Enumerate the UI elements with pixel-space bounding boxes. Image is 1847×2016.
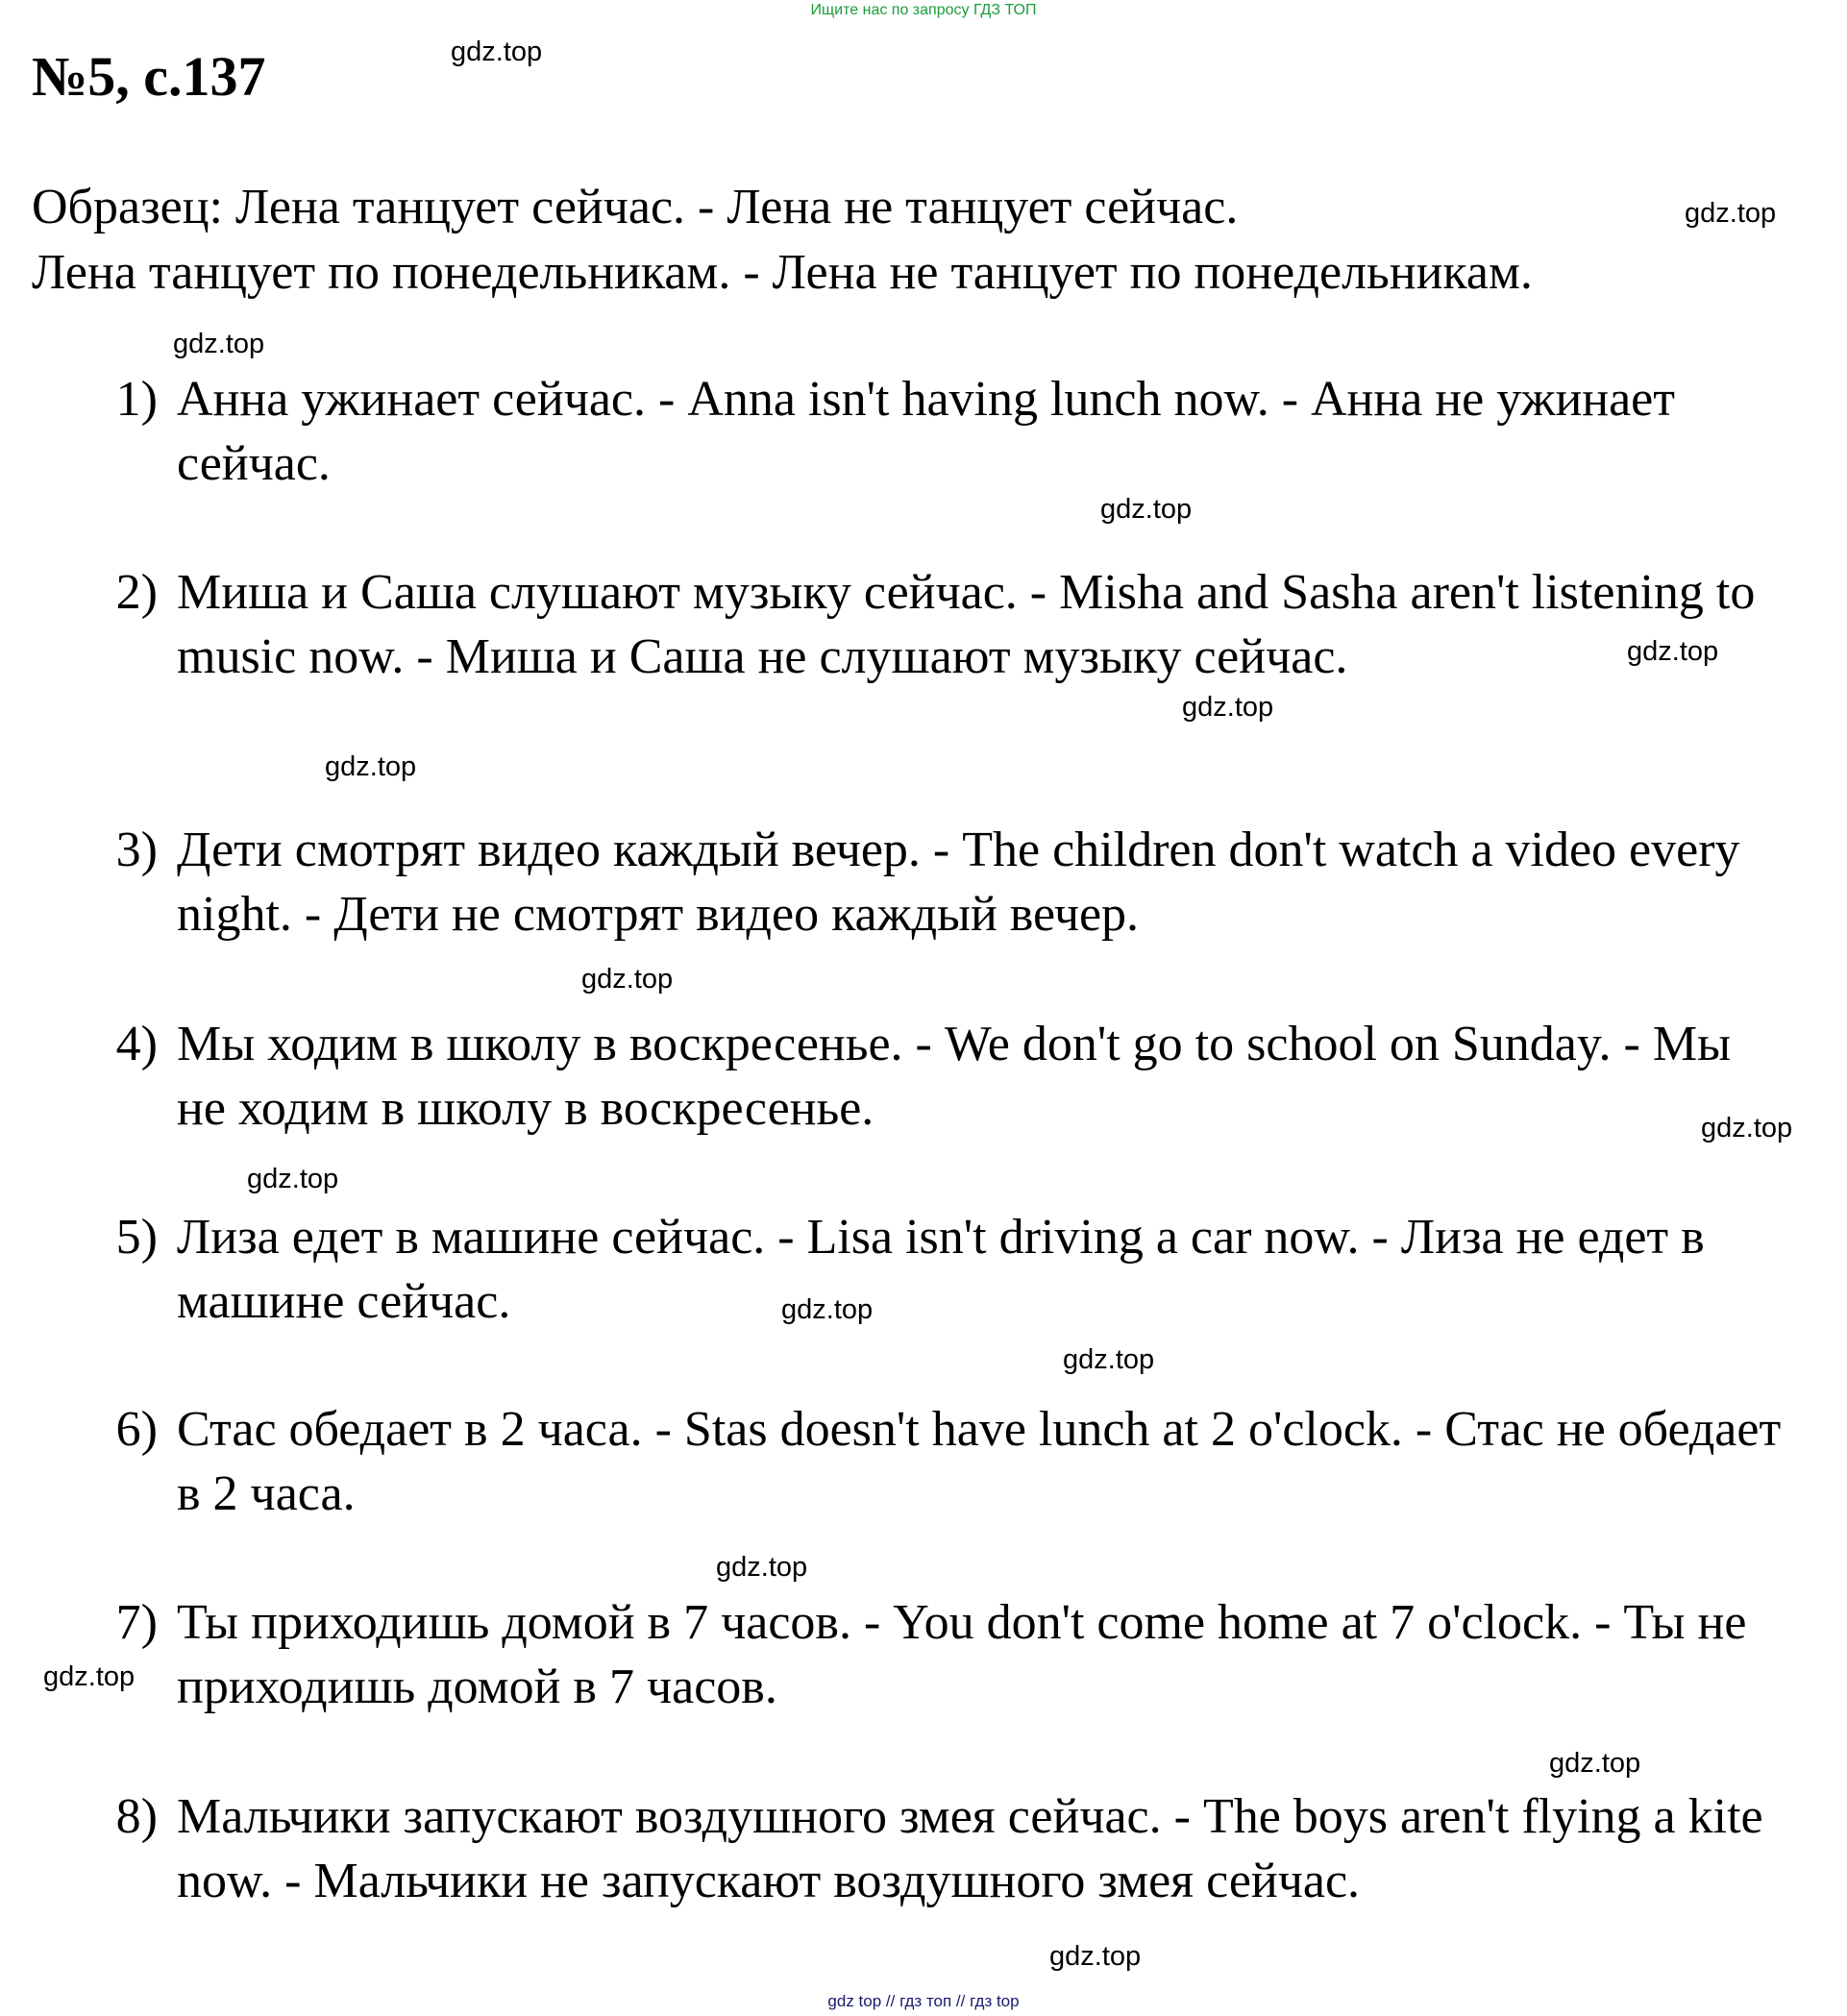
- item-text: Мальчики запускают воздушного змея сейчас. - The boys aren't flying a kite now. - Мальчики не запускают воздушного змея сейчас.: [177, 1789, 1763, 1908]
- watermark: gdz.top: [581, 964, 674, 995]
- watermark: gdz.top: [1100, 494, 1193, 525]
- item-number: 3): [115, 823, 158, 877]
- example-block: [32, 175, 1533, 306]
- page-title: №5, с.137: [32, 45, 266, 108]
- watermark: gdz.top: [1549, 1748, 1641, 1779]
- footer-links[interactable]: gdz top // гдз топ // гдз top: [827, 1992, 1020, 2010]
- item-number: 5): [115, 1210, 158, 1265]
- watermark: gdz.top: [247, 1164, 339, 1194]
- item-text: Миша и Саша слушают музыку сейчас. - Misha and Sasha aren't listening to music now. - Миша и Саша не слушают музыку сейчас.: [177, 565, 1756, 684]
- example-line-2: Лена танцует по понедельникам. - Лена не танцует по понедельникам.: [32, 245, 1533, 300]
- watermark: gdz.top: [173, 329, 265, 359]
- watermark: gdz.top: [451, 37, 543, 67]
- item-number: 2): [115, 565, 158, 620]
- item-number: 7): [115, 1595, 158, 1650]
- watermark: gdz.top: [1063, 1344, 1155, 1375]
- watermark: gdz.top: [1627, 636, 1719, 667]
- watermark: gdz.top: [325, 751, 417, 782]
- item-text: Ты приходишь домой в 7 часов. - You don't come home at 7 o'clock. - Ты не приходишь домой в 7 часов.: [177, 1595, 1747, 1714]
- item-number: 8): [115, 1789, 158, 1844]
- item-text: Мы ходим в школу в воскресенье. - We don't go to school on Sunday. - Мы не ходим в школу в воскресенье.: [177, 1017, 1732, 1136]
- watermark: gdz.top: [43, 1661, 135, 1692]
- item-number: 4): [115, 1017, 158, 1071]
- example-line-1: Образец: Лена танцует сейчас. - Лена не танцует сейчас.: [32, 180, 1239, 234]
- item-text: Дети смотрят видео каждый вечер. - The children don't watch a video every night. - Дети не смотрят видео каждый вечер.: [177, 823, 1740, 942]
- watermark: gdz.top: [781, 1294, 874, 1325]
- watermark: gdz.top: [1049, 1941, 1142, 1972]
- watermark: gdz.top: [1685, 198, 1777, 229]
- item-text: Анна ужинает сейчас. - Anna isn't having lunch now. - Анна не ужинает сейчас.: [177, 372, 1675, 491]
- top-banner[interactable]: Ищите нас по запросу ГДЗ ТОП: [810, 2, 1037, 18]
- item-number: 6): [115, 1402, 158, 1457]
- item-text: Лиза едет в машине сейчас. - Lisa isn't driving a car now. - Лиза не едет в машине сейчас.: [177, 1210, 1705, 1329]
- watermark: gdz.top: [716, 1552, 808, 1583]
- watermark: gdz.top: [1701, 1113, 1793, 1143]
- item-text: Стас обедает в 2 часа. - Stas doesn't have lunch at 2 o'clock. - Стас не обедает в 2 часа.: [177, 1402, 1782, 1521]
- item-number: 1): [115, 372, 158, 427]
- watermark: gdz.top: [1182, 692, 1274, 723]
